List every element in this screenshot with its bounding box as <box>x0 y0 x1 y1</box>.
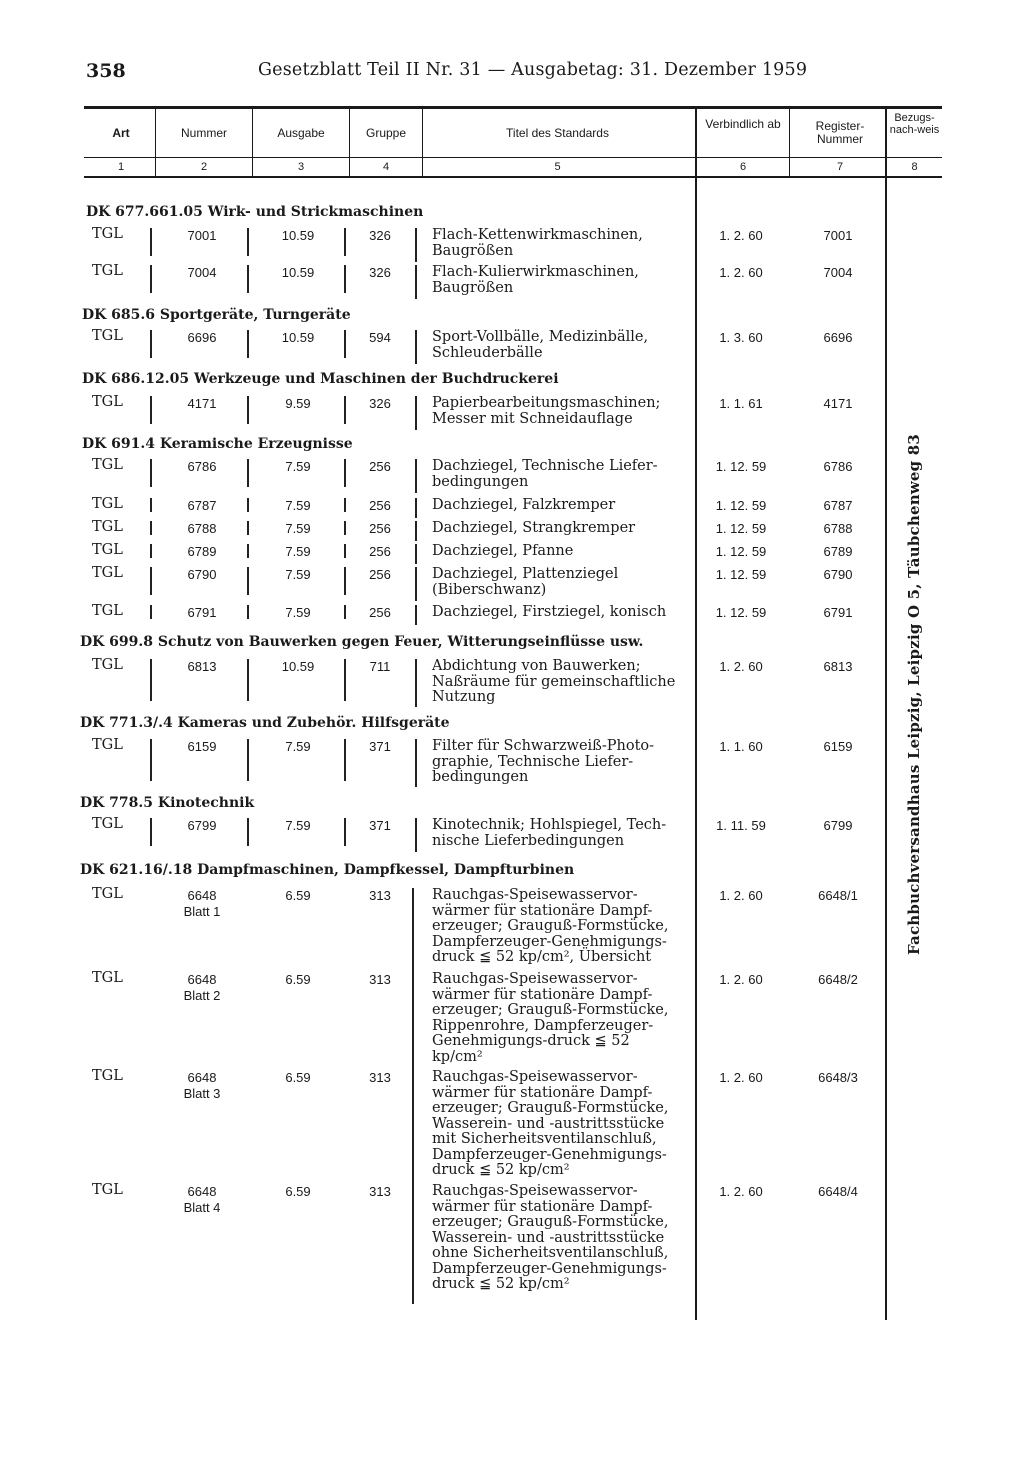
cell-ab: 1. 2. 60 <box>719 228 763 243</box>
cell-art: TGL <box>92 496 123 512</box>
cell-gruppe: 256 <box>369 521 391 536</box>
row-separator <box>247 739 249 781</box>
row-separator <box>247 659 249 701</box>
cell-ab: 1. 2. 60 <box>719 1184 763 1199</box>
cell-nummer: 6648 <box>187 888 217 903</box>
cell-titel: Dachziegel, Strangkremper <box>432 520 636 536</box>
cell-reg: 7004 <box>823 265 853 280</box>
cell-ab: 1. 12. 59 <box>715 459 767 474</box>
col-sep <box>155 108 156 178</box>
cell-art: TGL <box>92 457 123 473</box>
row-separator <box>150 659 152 701</box>
col-sep <box>789 108 790 178</box>
col-header-ausgabe: Ausgabe <box>277 126 325 140</box>
cell-titel: Rauchgas-Speisewasservor-wärmer für stationäre Dampf-erzeuger; Grauguß-Formstücke, Wasserein- und -austrittsstücke mit Sicherheitsventilanschluß, Dampferzeuger-Genehmigungs-druck ≦ 52 kp/cm² <box>432 1069 669 1178</box>
col-sep <box>422 108 423 178</box>
cell-reg: 6791 <box>823 605 853 620</box>
section-heading: DK 778.5 Kinotechnik <box>80 795 255 811</box>
cell-titel: Rauchgas-Speisewasservor-wärmer für stationäre Dampf-erzeuger; Grauguß-Formstücke, Rippenrohre, Dampferzeuger-Genehmigungs-druck ≦ 52 kp/cm² <box>432 971 669 1065</box>
cell-ab: 1. 11. 59 <box>716 818 766 833</box>
row-separator <box>150 605 152 619</box>
cell-titel: Rauchgas-Speisewasservor-wärmer für stationäre Dampf-erzeuger; Grauguß-Formstücke, Wasserein- und -austrittsstücke ohne Sicherheitsventilanschluß, Dampferzeuger-Genehmigungs-druck ≦ 52 kp/cm² <box>432 1183 669 1292</box>
row-separator <box>344 605 346 619</box>
row-separator <box>150 498 152 512</box>
cell-ab: 1. 2. 60 <box>719 972 763 987</box>
cell-ausgabe: 7.59 <box>285 739 311 754</box>
col-header-verbindlich: Verbindlich ab <box>705 117 781 131</box>
cell-ausgabe: 7.59 <box>285 459 311 474</box>
col-sep <box>885 108 887 1320</box>
cell-nummer: 7001 <box>187 228 217 243</box>
cell-titel: Filter für Schwarzweiß-Photo-graphie, Technische Liefer-bedingungen <box>432 738 655 785</box>
cell-ausgabe: 7.59 <box>285 818 311 833</box>
row-separator <box>344 739 346 781</box>
cell-art: TGL <box>92 886 123 902</box>
col-sep <box>695 108 697 1320</box>
cell-reg: 6159 <box>823 739 853 754</box>
cell-reg: 6787 <box>823 498 853 513</box>
cell-ausgabe: 6.59 <box>285 1070 311 1085</box>
header-divider <box>84 157 942 158</box>
row-separator <box>150 818 152 846</box>
cell-ab: 1. 12. 59 <box>715 605 767 620</box>
cell-ab: 1. 12. 59 <box>715 521 767 536</box>
col-number: 7 <box>836 161 844 173</box>
cell-art: TGL <box>92 970 123 986</box>
cell-ab: 1. 1. 61 <box>719 396 763 411</box>
cell-titel: Kinotechnik; Hohlspiegel, Tech-nische Lieferbedingungen <box>432 817 667 849</box>
cell-gruppe: 711 <box>369 659 391 674</box>
row-separator <box>150 396 152 424</box>
row-separator <box>150 567 152 595</box>
cell-art: TGL <box>92 394 123 410</box>
cell-reg: 6789 <box>823 544 853 559</box>
cell-art: TGL <box>92 657 123 673</box>
cell-art: TGL <box>92 1182 123 1198</box>
cell-titel: Papierbearbeitungsmaschinen; Messer mit Schneidauflage <box>432 395 661 427</box>
cell-nummer: 6787 <box>187 498 217 513</box>
row-separator <box>247 521 249 535</box>
col-sep <box>349 108 350 178</box>
cell-titel: Abdichtung von Bauwerken; Naßräume für gemeinschaftliche Nutzung <box>432 658 676 705</box>
cell-art: TGL <box>92 737 123 753</box>
cell-ausgabe: 10.59 <box>281 659 315 674</box>
cell-reg: 6696 <box>823 330 853 345</box>
col-number: 1 <box>117 161 125 173</box>
cell-ausgabe: 7.59 <box>285 605 311 620</box>
section-heading: DK 686.12.05 Werkzeuge und Maschinen der Buchdruckerei <box>82 371 559 387</box>
cell-ab: 1. 3. 60 <box>719 330 763 345</box>
cell-art: TGL <box>92 603 123 619</box>
row-separator <box>344 521 346 535</box>
row-separator <box>344 659 346 701</box>
cell-reg: 4171 <box>823 396 853 411</box>
col-header-bezug: Bezugs-nach-weis <box>889 112 940 136</box>
cell-reg: 6790 <box>823 567 853 582</box>
row-separator <box>344 330 346 358</box>
row-separator <box>415 659 417 707</box>
cell-nummer: 7004 <box>187 265 217 280</box>
cell-nummer: 6789 <box>187 544 217 559</box>
row-separator <box>344 567 346 595</box>
row-separator <box>415 739 417 787</box>
cell-titel: Dachziegel, Firstziegel, konisch <box>432 604 667 620</box>
row-separator <box>344 265 346 293</box>
cell-blatt: Blatt 3 <box>183 1086 221 1101</box>
cell-ausgabe: 10.59 <box>281 265 315 280</box>
col-header-gruppe: Gruppe <box>365 126 407 140</box>
cell-ausgabe: 6.59 <box>285 1184 311 1199</box>
cell-ab: 1. 1. 60 <box>719 739 763 754</box>
cell-art: TGL <box>92 226 123 242</box>
cell-gruppe: 256 <box>369 544 391 559</box>
section-heading: DK 691.4 Keramische Erzeugnisse <box>82 436 353 452</box>
row-separator <box>247 544 249 558</box>
cell-titel: Flach-Kettenwirkmaschinen, Baugrößen <box>432 227 643 259</box>
row-separator <box>412 1070 414 1190</box>
cell-titel: Flach-Kulierwirkmaschinen, Baugrößen <box>432 264 639 296</box>
cell-nummer: 6791 <box>187 605 217 620</box>
header-bottom-rule <box>84 176 942 178</box>
col-number: 2 <box>200 161 208 173</box>
col-header-titel: Titel des Standards <box>506 126 609 140</box>
cell-gruppe: 326 <box>369 396 391 411</box>
cell-ausgabe: 9.59 <box>285 396 311 411</box>
row-separator <box>415 544 417 564</box>
row-separator <box>247 605 249 619</box>
cell-gruppe: 256 <box>369 498 391 513</box>
cell-ausgabe: 7.59 <box>285 498 311 513</box>
section-heading: DK 699.8 Schutz von Bauwerken gegen Feuer, Witterungseinflüsse usw. <box>80 634 644 650</box>
row-separator <box>415 567 417 601</box>
cell-nummer: 6786 <box>187 459 217 474</box>
col-number: 4 <box>382 161 390 173</box>
cell-ausgabe: 6.59 <box>285 888 311 903</box>
row-separator <box>247 818 249 846</box>
cell-ausgabe: 6.59 <box>285 972 311 987</box>
table-top-rule <box>84 106 942 109</box>
cell-reg: 6648/3 <box>818 1070 858 1085</box>
row-separator <box>344 818 346 846</box>
cell-ab: 1. 2. 60 <box>719 659 763 674</box>
cell-ausgabe: 10.59 <box>281 228 315 243</box>
cell-titel: Dachziegel, Technische Liefer-bedingungen <box>432 458 658 490</box>
cell-nummer: 6648 <box>187 1184 217 1199</box>
col-number: 6 <box>739 161 747 173</box>
cell-gruppe: 256 <box>369 605 391 620</box>
cell-titel: Dachziegel, Falzkremper <box>432 497 616 513</box>
row-separator <box>247 567 249 595</box>
cell-blatt: Blatt 2 <box>183 988 221 1003</box>
cell-art: TGL <box>92 816 123 832</box>
col-header-nummer: Nummer <box>180 126 227 140</box>
cell-nummer: 6648 <box>187 972 217 987</box>
row-separator <box>150 459 152 487</box>
row-separator <box>150 330 152 358</box>
cell-gruppe: 313 <box>369 972 391 987</box>
cell-reg: 6799 <box>823 818 853 833</box>
cell-blatt: Blatt 4 <box>183 1200 221 1215</box>
row-separator <box>344 228 346 256</box>
section-heading: DK 685.6 Sportgeräte, Turngeräte <box>82 307 351 323</box>
row-separator <box>150 544 152 558</box>
cell-reg: 6786 <box>823 459 853 474</box>
row-separator <box>247 459 249 487</box>
cell-nummer: 6813 <box>187 659 217 674</box>
cell-reg: 6788 <box>823 521 853 536</box>
section-heading: DK 621.16/.18 Dampfmaschinen, Dampfkessel, Dampfturbinen <box>80 862 575 878</box>
row-separator <box>415 396 417 430</box>
row-separator <box>247 228 249 256</box>
cell-ab: 1. 12. 59 <box>715 498 767 513</box>
row-separator <box>150 265 152 293</box>
col-number: 3 <box>297 161 305 173</box>
cell-nummer: 6648 <box>187 1070 217 1085</box>
row-separator <box>247 498 249 512</box>
row-separator <box>247 396 249 424</box>
row-separator <box>150 739 152 781</box>
bezugsnachweis: Fachbuchversandhaus Leipzig, Leipzig O 5, Täubchenweg 83 <box>905 433 923 955</box>
cell-ausgabe: 7.59 <box>285 567 311 582</box>
row-separator <box>247 265 249 293</box>
cell-art: TGL <box>92 263 123 279</box>
row-separator <box>415 605 417 625</box>
cell-gruppe: 256 <box>369 459 391 474</box>
col-header-art: Art <box>112 126 130 140</box>
cell-titel: Sport-Vollbälle, Medizinbälle, Schleuderbälle <box>432 329 649 361</box>
cell-gruppe: 326 <box>369 265 391 280</box>
cell-art: TGL <box>92 1068 123 1084</box>
cell-titel: Rauchgas-Speisewasservor-wärmer für stationäre Dampf-erzeuger; Grauguß-Formstücke, Dampferzeuger-Genehmigungs-druck ≦ 52 kp/cm², Übersicht <box>432 887 669 965</box>
cell-ab: 1. 2. 60 <box>719 888 763 903</box>
page-number: 358 <box>86 60 126 82</box>
cell-art: TGL <box>92 565 123 581</box>
cell-reg: 6648/4 <box>818 1184 858 1199</box>
cell-reg: 6648/2 <box>818 972 858 987</box>
cell-nummer: 4171 <box>187 396 217 411</box>
cell-ausgabe: 7.59 <box>285 521 311 536</box>
cell-reg: 6813 <box>823 659 853 674</box>
cell-ausgabe: 7.59 <box>285 544 311 559</box>
cell-ab: 1. 12. 59 <box>715 567 767 582</box>
cell-blatt: Blatt 1 <box>183 904 221 919</box>
cell-gruppe: 313 <box>369 1184 391 1199</box>
cell-gruppe: 371 <box>369 818 391 833</box>
row-separator <box>415 818 417 852</box>
row-separator <box>344 498 346 512</box>
row-separator <box>415 498 417 518</box>
cell-reg: 6648/1 <box>818 888 858 903</box>
row-separator <box>344 459 346 487</box>
row-separator <box>412 972 414 1078</box>
row-separator <box>344 544 346 558</box>
cell-art: TGL <box>92 328 123 344</box>
cell-gruppe: 326 <box>369 228 391 243</box>
row-separator <box>415 265 417 299</box>
section-heading: DK 771.3/.4 Kameras und Zubehör. Hilfsgeräte <box>80 715 450 731</box>
cell-ab: 1. 12. 59 <box>715 544 767 559</box>
cell-gruppe: 256 <box>369 567 391 582</box>
cell-titel: Dachziegel, Plattenziegel (Biberschwanz) <box>432 566 619 598</box>
row-separator <box>150 521 152 535</box>
col-sep <box>252 108 253 178</box>
cell-gruppe: 594 <box>369 330 391 345</box>
cell-ab: 1. 2. 60 <box>719 265 763 280</box>
row-separator <box>415 228 417 262</box>
row-separator <box>150 228 152 256</box>
row-separator <box>412 888 414 978</box>
cell-art: TGL <box>92 542 123 558</box>
col-number: 8 <box>911 161 918 173</box>
row-separator <box>412 1184 414 1304</box>
cell-gruppe: 313 <box>369 888 391 903</box>
row-separator <box>344 396 346 424</box>
cell-nummer: 6799 <box>187 818 217 833</box>
cell-nummer: 6788 <box>187 521 217 536</box>
cell-nummer: 6159 <box>187 739 217 754</box>
row-separator <box>415 330 417 364</box>
row-separator <box>415 459 417 493</box>
cell-titel: Dachziegel, Pfanne <box>432 543 574 559</box>
cell-ab: 1. 2. 60 <box>719 1070 763 1085</box>
row-separator <box>415 521 417 541</box>
cell-ausgabe: 10.59 <box>281 330 315 345</box>
cell-nummer: 6696 <box>187 330 217 345</box>
page-title: Gesetzblatt Teil II Nr. 31 — Ausgabetag: 31. Dezember 1959 <box>258 60 808 80</box>
col-header-register: Register-Nummer <box>815 119 865 146</box>
cell-reg: 7001 <box>823 228 853 243</box>
col-number: 5 <box>554 161 561 173</box>
section-heading: DK 677.661.05 Wirk- und Strickmaschinen <box>86 204 424 220</box>
cell-gruppe: 313 <box>369 1070 391 1085</box>
cell-art: TGL <box>92 519 123 535</box>
row-separator <box>247 330 249 358</box>
cell-nummer: 6790 <box>187 567 217 582</box>
cell-gruppe: 371 <box>369 739 391 754</box>
